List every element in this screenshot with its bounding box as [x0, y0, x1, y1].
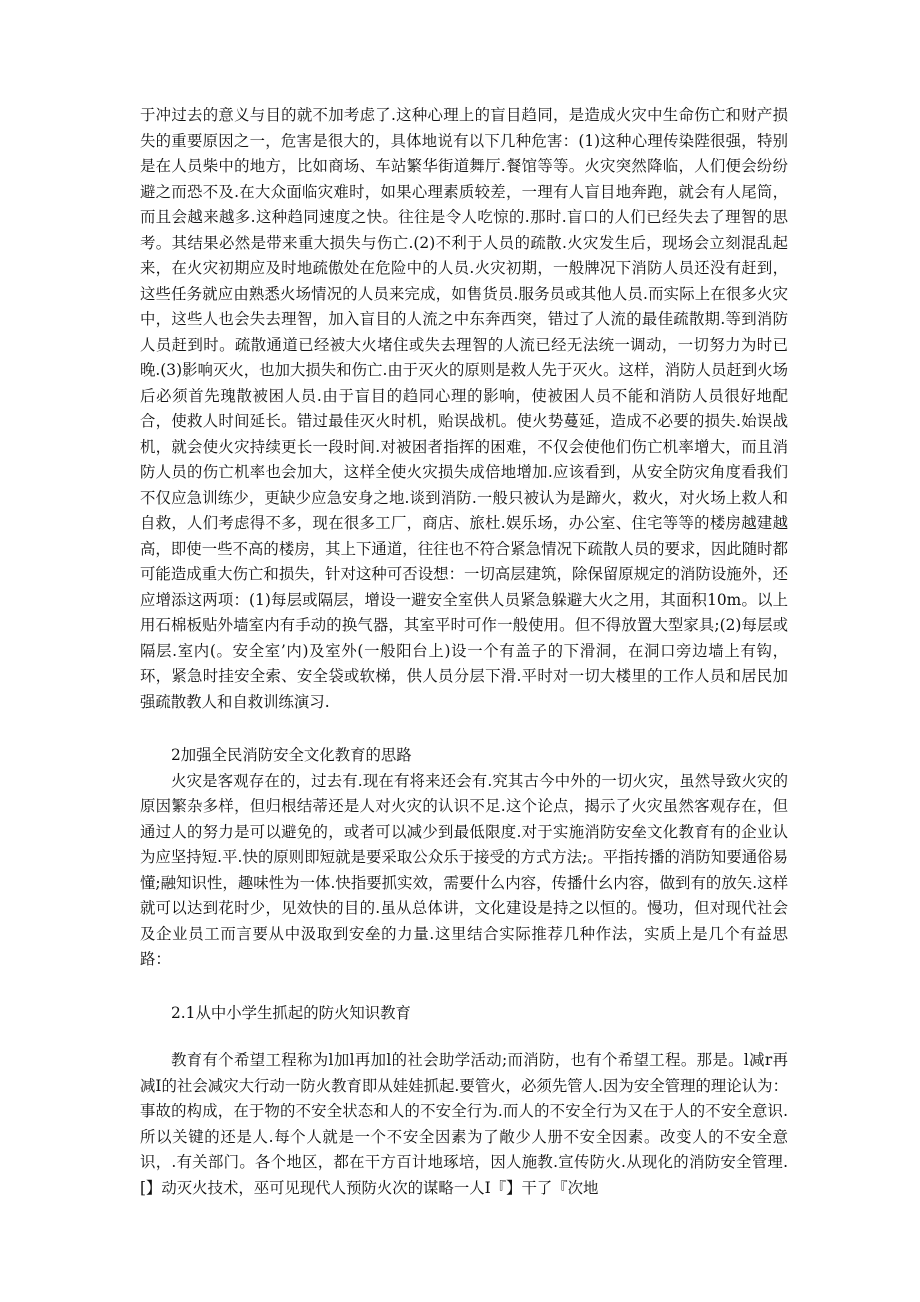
- document-page: [140, 103, 788, 1201]
- body-paragraph-2: 火灾是客观存在的，过去有.现在有将来还会有.究其古今中外的一切火灾，虽然导致火灾的原因繁杂多样，但归根结蒂还是人对火灾的认识不足.这个论点，揭示了火灾虽然客观存在，但通过人的努力是可以避免的，或者可以减少到最低限度.对于实施消防安垒文化教育有的企业认为应坚持短.平.快的原则即短就是要采取公众乐于接受的方式方法;。平指抟播的消防知要通俗易懂;融知识性，趣味性为一体.快指要抓实效，需要什么内容，传播什幺内容，做到有的放矢.这样就可以达到花时少，见效快的目的.虽从总体讲，文化建设是持之以恒的。慢功，但对现代社会及企业员工而言要从中汲取到安垒的力量.这里结合实际推荐几种作法，实质上是几个有益思路：: [140, 771, 788, 968]
- paragraph-gap: [140, 715, 788, 743]
- body-paragraph-3: 教育有个希望工程称为l加l再加l的社会助学活动;而消防，也有个希望工程。那是。l减r再减I的社会减灾大行动一防火教育即从娃娃抓起.要管火，必须先管人.因为安全管理的理论认为：事故的构成，在于物的不安全状态和人的不安全行为.而人的不安全行为又在于人的不安全意识.所以关键的还是人.每个人就是一个不安全因素为了敞少人册不安全因素。改变人的不安全意识，.有关部门。各个地区，都在干方百计地琢培，因人施教.宣传防火.从现化的消防安全管理.[】动灭火技术，巫可见现代人预防火次的谋略一人I『】干了『次地: [140, 1051, 788, 1197]
- section-heading-2: 2加强全民消防安全文化教育的思路: [171, 746, 412, 764]
- paragraph-gap: [140, 973, 788, 1001]
- paragraph-gap: [140, 1026, 788, 1048]
- body-paragraph-1: 于冲过去的意义与目的就不加考虑了.这种心理上的盲目趋同，是造成火灾中生命伤亡和财产损失的重要原因之一，危害是很大的，具体地说有以下几种危害：(1)这种心理传染陛很强，特别是在人员柴中的地方，比如商场、车站繁华街道舞厅.餐馆等等。火灾突然降临，人们便会纷纷避之而恐不及.在大众面临灾难时，如果心理素质较差，一理有人盲目地奔跑，就会有人尾筒，而且会越来越多.这种趋同速度之快。往往是令人吃惊的.那时.盲口的人们已经失去了理智的思考。其结果必然是带来重大损失与伤亡.(2)不利于人员的疏散.火灾发生后，现场会立刻混乱起来，在火灾初期应及时地疏傲处在危险中的人员.火灾初期，一般牌况下消防人员还没有赶到，这些任务就应由熟悉火场情况的人员来完成，如售货员.服务员或其他人员.而实际上在很多火灾中，这些人也会失去理智，加入盲目的人流之中东奔西突，错过了人流的最佳疏散期.等到消防人员赶到时。疏散通道已经被大火堵住或失去理智的人流已经无法统一调动，一切努力为时已晚.(3)影响灭火，也加大损失和伤亡.由于灭火的原则是救人先于灭火。这样，消防人员赶到火场后必须首先瑰散被困人员.由于盲目的趋同心理的影响，使被困人员不能和消防人员很好地配合，使救人时间延长。错过最佳灭火时机，贻误战机。使火势蔓延，造成不必要的损失.始误战机，就会使火灾持续更长一段时间.对被困者指挥的困难，不仅会使他们伤亡机率增大，而且消防人员的伤亡机率也会加大，这样全使火灾损失成倍地增加.应该看到，从安全防灾角度看我们不仅应急训练少，更缺少应急安身之地.谈到消防.一般只被认为是蹄火，救火，对火场上救人和自救，人们考虑得不多，现在很多工厂，商店、旅杜.娱乐场，办公室、住宅等等的楼房越建越高，即使一些不高的楼房，其上下通道，往往也不符合紧急情况下疏散人员的要求，因此随时都可能造成重大伤亡和损失，针对这种可否设想：一切高层建筑，除保留原规定的消防设施外，还应增添这两项：(1)每层或隔层，增设一避安全室供人员紧急躲避大火之用，其面积10m。以上用石棉板贴外墙室内有手动的换气器，其室平时可作一般使用。但不得放置大型家具;(2)每层或隔层.室内(。安全室’内)及室外(一般阳台上)设一个有盖子的下滑洞，在洞口旁边墙上有钩，环，紧急时挂安全索、安全袋或软梯，供人员分层下滑.平时对一切大楼里的工作人员和居民加强疏散教人和自救训练演习.: [140, 106, 788, 711]
- section-heading-2-1: 2.1从中小学生抓起的防火知识教育: [171, 1003, 411, 1022]
